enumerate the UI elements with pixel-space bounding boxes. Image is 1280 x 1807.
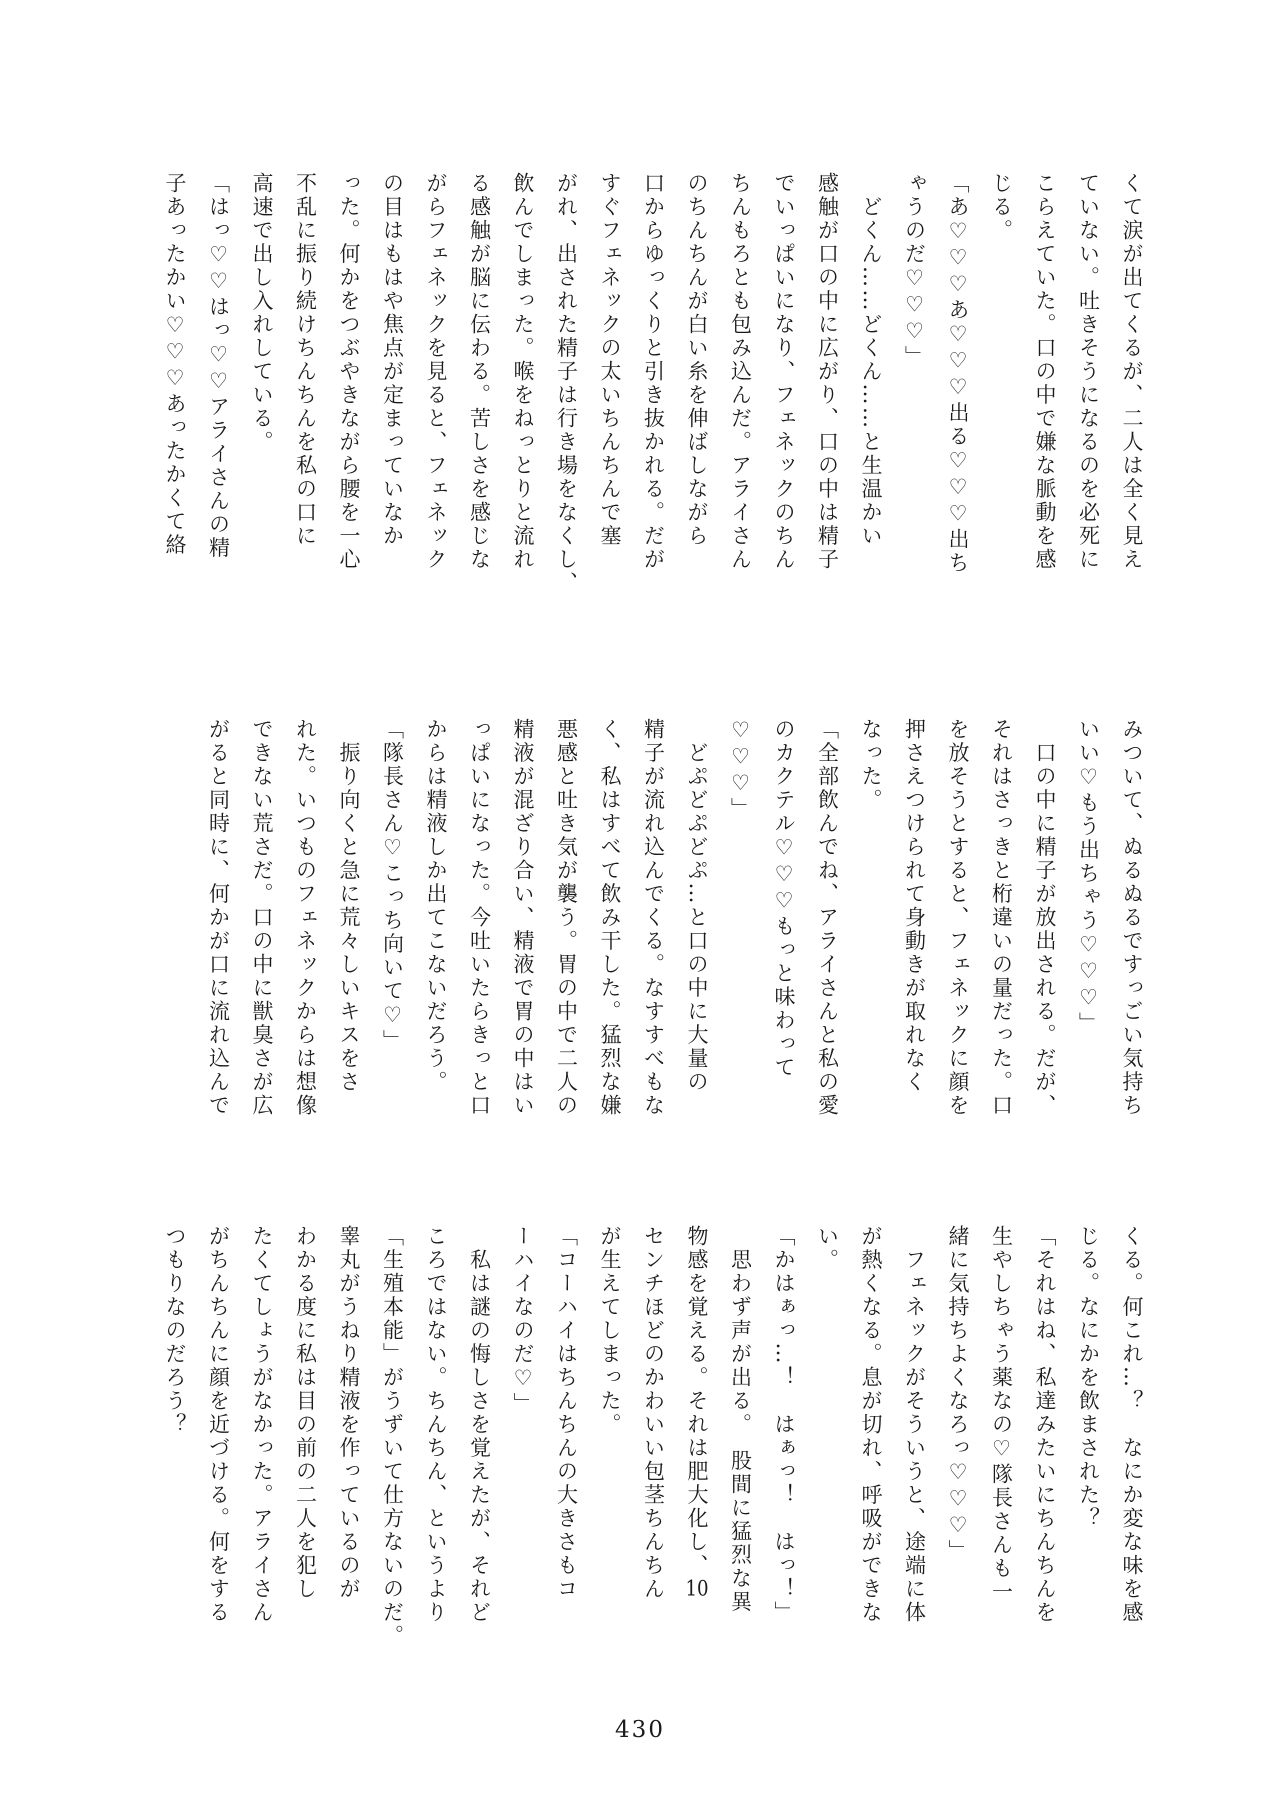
text-column: 「あ♡♡♡あ♡♡♡出る♡♡♡出ち	[946, 172, 970, 575]
text-column: くて涙が出てくるが、二人は全く見え	[1120, 172, 1144, 572]
text-column: る感触が脳に伝わる。苦しさを感じな	[467, 172, 492, 572]
text-column: 「生殖本能」がうずいて仕方ないのだ。	[380, 1225, 405, 1648]
text-column: ーハイなのだ♡」	[511, 1225, 535, 1416]
text-column: ゃうのだ♡♡♡」	[902, 172, 927, 369]
text-column: 高速で出し入れしている。	[250, 172, 274, 454]
text-column: のカクテル♡♡♡もっと味わって	[772, 718, 796, 1080]
text-column: 精液が混ざり合い、精液で胃の中はい	[511, 718, 535, 1118]
text-column: く、私はすべて飲み干した。猛烈な嫌	[598, 718, 622, 1118]
text-column: 精子が流れ込んでくる。なすすべもな	[641, 718, 666, 1118]
text-column: なった。	[859, 718, 883, 812]
text-column: の目はもはや焦点が定まっていなか	[380, 172, 405, 548]
text-column: 「隊長さん♡こっち向いて♡」	[380, 718, 405, 1053]
tatechuyoko-number: 10	[685, 1577, 709, 1599]
text-column: それはさっきと桁違いの量だった。口	[989, 718, 1014, 1118]
text-column: センチほどのかわいい包茎ちんちん	[641, 1225, 666, 1601]
text-column: ていない。吐きそうになるのを必死に	[1076, 172, 1101, 572]
text-column: フェネックがそういうと、途端に体	[902, 1225, 927, 1625]
text-column: 悪感と吐き気が襲う。胃の中で二人の	[554, 718, 579, 1118]
text-block-middle	[196, 718, 1153, 1118]
text-column: わかる度に私は目の前の二人を犯し	[293, 1225, 318, 1601]
text-column: が生えてしまった。	[598, 1225, 622, 1437]
text-column: 「かはぁっ…！ はぁっ！ はっ！」	[772, 1225, 796, 1625]
text-column: 「全部飲んでね、アライさんと私の愛	[815, 718, 840, 1118]
text-column: どくん……どくん……と生温かい	[859, 172, 883, 548]
text-column: が熱くなる。息が切れ、呼吸ができな	[859, 1225, 883, 1625]
text-column: どぷどぷどぷ…と口の中に大量の	[685, 718, 709, 1094]
text-column: 「コーハイはちんちんの大きさもコ	[554, 1225, 579, 1601]
text-column: 「はっ♡♡はっ♡♡アライさんの精	[206, 172, 231, 560]
text-column: くる。何これ…？ なにか変な味を感	[1120, 1225, 1144, 1625]
text-column: 「それはね、私達みたいにちんちんを	[1033, 1225, 1057, 1625]
text-column: のちんちんが白い糸を伸ばしながら	[685, 172, 709, 548]
text-column: じる。なにかを飲まされた？	[1076, 1225, 1101, 1531]
text-column: がらフェネックを見ると、フェネック	[424, 172, 448, 572]
text-column: い。	[815, 1225, 840, 1272]
text-column: 飲んでしまった。喉をねっとりと流れ	[511, 172, 535, 572]
text-block-bottom	[153, 1225, 1154, 1648]
text-column: じる。	[989, 172, 1014, 243]
text-column: 物感を覚える。それは肥大化し、10	[685, 1225, 709, 1599]
text-column: 口の中に精子が放出される。だが、	[1033, 718, 1057, 1118]
text-column: からは精液しか出てこないだろう。	[424, 718, 448, 1094]
text-column: った。何かをつぶやきながら腰を一心	[337, 172, 361, 572]
text-column: 不乱に振り続けちんちんを私の口に	[293, 172, 318, 548]
text-column: こらえていた。口の中で嫌な脈動を感	[1033, 172, 1057, 572]
text-column: ちんもろとも包み込んだ。アライさん	[728, 172, 753, 572]
text-column: 生やしちゃう薬なの♡隊長さんも一	[989, 1225, 1014, 1604]
text-column: 口からゆっくりと引き抜かれる。だが	[641, 172, 666, 572]
text-column: 思わず声が出る。 股間に猛烈な異	[728, 1225, 753, 1614]
text-column: 緒に気持ちよくなろっ♡♡♡」	[946, 1225, 970, 1563]
text-column: つもりなのだろう？	[163, 1225, 187, 1437]
text-column: を放そうとすると、フェネックに顔を	[946, 718, 970, 1118]
text-block-top	[153, 172, 1154, 595]
text-column: 子あったかい♡♡♡あったかくて絡	[163, 172, 187, 557]
text-column: でいっぱいになり、フェネックのちん	[772, 172, 796, 572]
page-number: 430	[615, 1717, 665, 1743]
text-column: れた。いつものフェネックからは想像	[293, 718, 318, 1118]
text-column: すぐフェネックの太いちんちんで塞	[598, 172, 622, 548]
text-column: いい♡もう出ちゃう♡♡♡」	[1076, 718, 1101, 1036]
text-column: がちんちんに顔を近づける。何をする	[206, 1225, 231, 1625]
text-column: ♡♡♡」	[728, 718, 753, 821]
text-column: 振り向くと急に荒々しいキスをさ	[337, 718, 361, 1094]
text-column: たくてしょうがなかった。アライさん	[250, 1225, 274, 1625]
text-column: できない荒さだ。口の中に獣臭さが広	[250, 718, 274, 1118]
text-column: 睾丸がうねり精液を作っているのが	[337, 1225, 361, 1601]
text-column: っぱいになった。今吐いたらきっと口	[467, 718, 492, 1118]
text-column: がると同時に、何かが口に流れ込んで	[206, 718, 231, 1118]
text-column: がれ、出された精子は行き場をなくし、	[554, 172, 579, 595]
text-column: 感触が口の中に広がり、口の中は精子	[815, 172, 840, 572]
text-column: みついて、ぬるぬるですっごい気持ち	[1120, 718, 1144, 1118]
text-column: 押さえつけられて身動きが取れなく	[902, 718, 927, 1094]
text-column: 私は謎の悔しさを覚えたが、それど	[467, 1225, 492, 1625]
text-column: ころではない。ちんちん、というより	[424, 1225, 448, 1625]
